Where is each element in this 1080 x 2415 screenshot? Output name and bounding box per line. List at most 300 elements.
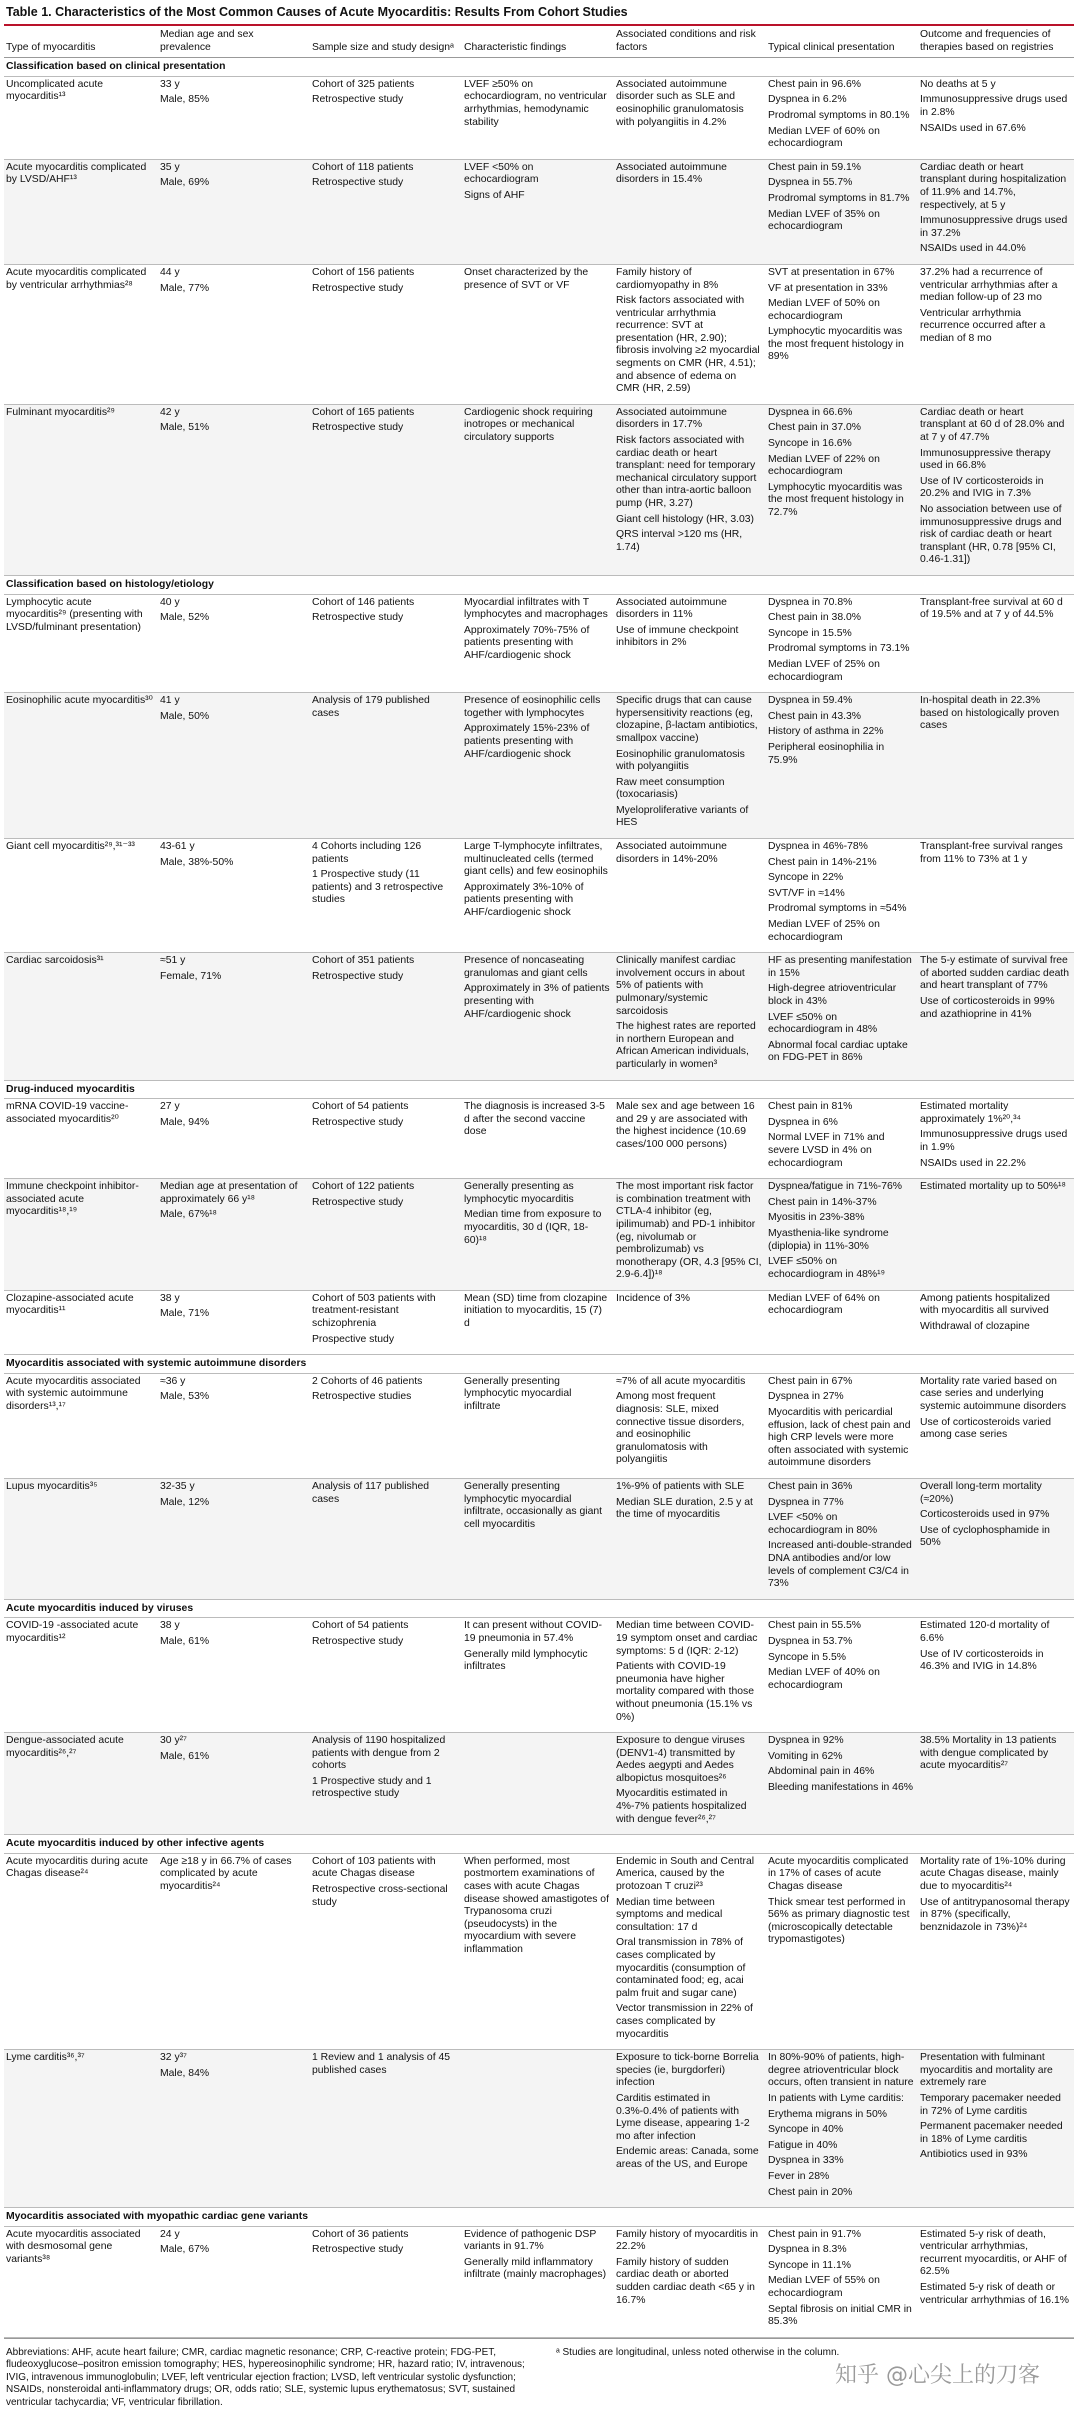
cell-line: Uncomplicated acute myocarditis¹³	[6, 78, 104, 103]
cell-line: NSAIDs used in 67.6%	[920, 122, 1026, 134]
header-outcome: Outcome and frequencies of therapies based on registries	[918, 26, 1074, 58]
cell-age-sex	[158, 1099, 310, 1179]
cell-line: Fatigue in 40%	[768, 2139, 838, 2151]
cell-line: Syncope in 5.5%	[768, 1651, 846, 1663]
cell-line: Cardiac death or heart transplant during hospitalization of 11.9% and 14.7%, respectively, at 5 y	[920, 161, 1067, 211]
cell-line: Male, 51%	[160, 422, 210, 434]
cell-line: Withdrawal of clozapine	[920, 1321, 1030, 1333]
study-design-note: ᵃ Studies are longitudinal, unless noted otherwise in the column.	[556, 2346, 840, 2358]
cell-presentation	[766, 1099, 918, 1179]
cell-line: Male, 53%	[160, 1391, 210, 1403]
cell-line: mRNA COVID-19 vaccine-associated myocarditis²⁰	[6, 1101, 129, 1125]
cell-line: 1 Prospective study and 1 retrospective study	[312, 1775, 432, 1800]
section-label: Classification based on histology/etiology	[4, 575, 1074, 594]
cell-findings	[462, 1099, 614, 1179]
cell-line: Risk factors associated with cardiac death or heart transplant: need for temporary mechanical circulatory support other than intra-aortic balloon pump (HR, 3.27)	[616, 435, 757, 509]
cell-line: Syncope in 22%	[768, 872, 844, 884]
cell-findings	[462, 2050, 614, 2208]
table-row	[4, 1373, 1074, 1478]
cell-outcome	[918, 404, 1074, 575]
table-row	[4, 693, 1074, 839]
cell-type	[4, 404, 158, 575]
section-header-row	[4, 2208, 1074, 2227]
cell-line: 27 y	[160, 1101, 180, 1113]
cell-presentation	[766, 404, 918, 575]
cell-line: Associated autoimmune disorders in 17.7%	[616, 406, 727, 431]
cell-line: Cardiogenic shock requiring inotropes or mechanical circulatory supports	[464, 406, 593, 444]
cell-line: Cardiac sarcoidosis³¹	[6, 955, 104, 967]
table-row	[4, 594, 1074, 693]
cell-line: Prodromal symptoms in 73.1%	[768, 643, 910, 655]
cell-age-sex	[158, 693, 310, 839]
cell-presentation	[766, 76, 918, 159]
cell-line: Acute myocarditis associated with desmosomal gene variants³⁸	[6, 2228, 141, 2265]
cell-line: Incidence of 3%	[616, 1292, 690, 1304]
cell-line: Ventricular arrhythmia recurrence occurred after a median of 8 mo	[920, 307, 1046, 344]
cell-line: Estimated mortality up to 50%¹⁸	[920, 1181, 1066, 1193]
cell-line: VF at presentation in 33%	[768, 282, 888, 294]
cell-findings	[462, 2226, 614, 2337]
cell-line: Temporary pacemaker needed in 72% of Lyme carditis	[920, 2092, 1061, 2117]
cell-line: Acute myocarditis complicated by LVSD/AHF¹³	[6, 161, 147, 186]
cell-sample-design	[310, 953, 462, 1080]
cell-line: Thick smear test performed in 56% as primary diagnostic test (microscopically detectable trypomastigotes)	[768, 1896, 910, 1946]
section-label: Drug-induced myocarditis	[4, 1080, 1074, 1099]
cell-type	[4, 159, 158, 264]
cell-line: Male, 38%-50%	[160, 856, 234, 868]
cell-line: Chest pain in 55.5%	[768, 1620, 861, 1632]
cell-presentation	[766, 159, 918, 264]
cell-line: Median LVEF of 55% on echocardiogram	[768, 2275, 880, 2300]
cell-line: Male, 52%	[160, 612, 210, 624]
cell-line: In patients with Lyme carditis:	[768, 2092, 904, 2104]
cell-line: Raw meet consumption (toxocariasis)	[616, 776, 725, 801]
cell-outcome	[918, 953, 1074, 1080]
cell-outcome	[918, 1479, 1074, 1600]
cell-line: Exposure to dengue viruses (DENV1-4) transmitted by Aedes aegypti and Aedes albopictus mosquitoes²⁶	[616, 1735, 745, 1784]
cell-presentation	[766, 1733, 918, 1835]
cell-line: Transplant-free survival at 60 d of 19.5% and at 7 y of 44.5%	[920, 596, 1063, 621]
cell-line: Acute myocarditis complicated in 17% of cases of acute Chagas disease	[768, 1855, 909, 1893]
cell-line: Abnormal focal cardiac uptake on FDG-PET in 86%	[768, 1039, 908, 1064]
cell-line: Lymphocytic acute myocarditis²⁹ (presenting with LVSD/fulminant presentation)	[6, 596, 143, 633]
cell-line: Oral transmission in 78% of cases complicated by myocarditis (consumption of contaminated food; eg, acai palm fruit and sugar cane)	[616, 1937, 746, 1999]
cell-line: Median time between COVID-19 symptom onset and cardiac symptoms: 5 d (IQR: 2-12)	[616, 1620, 758, 1657]
cell-line: Approximately 15%-23% of patients presenting with AHF/cardiogenic shock	[464, 723, 590, 760]
cell-line: Onset characterized by the presence of SVT or VF	[464, 266, 589, 291]
cell-line: Chest pain in 81%	[768, 1101, 853, 1113]
cell-line: Clozapine-associated acute myocarditis¹¹	[6, 1292, 134, 1317]
section-header-row	[4, 58, 1074, 77]
cell-conditions-risk	[614, 1618, 766, 1733]
cell-age-sex	[158, 839, 310, 953]
cell-line: Cohort of 54 patients	[312, 1620, 409, 1632]
cell-line: Male, 61%	[160, 1635, 210, 1647]
cell-findings	[462, 1479, 614, 1600]
cell-findings	[462, 1853, 614, 2049]
cell-line: Peripheral eosinophilia in 75.9%	[768, 741, 885, 766]
cell-line: Median LVEF of 22% on echocardiogram	[768, 453, 880, 478]
cell-line: Retrospective study	[312, 1116, 404, 1128]
cell-line: Family history of cardiomyopathy in 8%	[616, 266, 719, 291]
cell-line: ≈7% of all acute myocarditis	[616, 1375, 746, 1387]
section-label: Myocarditis associated with systemic autoimmune disorders	[4, 1355, 1074, 1374]
cell-line: Generally presenting lymphocytic myocardial infiltrate	[464, 1375, 572, 1413]
cell-findings	[462, 1373, 614, 1478]
cell-line: 1%-9% of patients with SLE	[616, 1481, 745, 1492]
cell-line: Eosinophilic granulomatosis with polyangiitis	[616, 748, 745, 773]
cell-presentation	[766, 2226, 918, 2337]
cell-findings	[462, 839, 614, 953]
cell-line: Cohort of 325 patients	[312, 78, 415, 90]
cell-outcome	[918, 2050, 1074, 2208]
cell-line: 42 y	[160, 406, 180, 418]
cell-line: Fever in 28%	[768, 2170, 830, 2182]
cell-type	[4, 1290, 158, 1354]
cell-sample-design	[310, 1290, 462, 1354]
cell-age-sex	[158, 1733, 310, 1835]
cell-outcome	[918, 1099, 1074, 1179]
cell-sample-design	[310, 1618, 462, 1733]
cell-line: Median LVEF of 60% on echocardiogram	[768, 125, 880, 150]
cell-sample-design	[310, 2226, 462, 2337]
cell-line: 44 y	[160, 266, 180, 278]
cell-line: Among patients hospitalized with myocarditis all survived	[920, 1292, 1050, 1317]
cell-line: Chest pain in 20%	[768, 2186, 853, 2198]
cell-line: Chest pain in 91.7%	[768, 2228, 861, 2240]
cell-line: Male, 94%	[160, 1116, 210, 1128]
table-row	[4, 76, 1074, 159]
cell-line: Transplant-free survival ranges from 11% to 73% at 1 y	[920, 841, 1063, 865]
cell-line: Age ≥18 y in 66.7% of cases complicated by acute myocarditis²⁴	[160, 1855, 292, 1893]
cell-line: Eosinophilic acute myocarditis³⁰	[6, 695, 153, 707]
cell-conditions-risk	[614, 264, 766, 404]
cell-line: Male, 67%¹⁸	[160, 1209, 217, 1221]
cell-line: Syncope in 11.1%	[768, 2259, 851, 2271]
cell-line: Chest pain in 37.0%	[768, 422, 861, 434]
header-age-sex: Median age and sex prevalence	[158, 26, 310, 58]
cell-presentation	[766, 594, 918, 693]
cell-line: Prodromal symptoms in ≈54%	[768, 903, 907, 915]
cell-line: Immunosuppressive drugs used in 2.8%	[920, 94, 1068, 118]
cell-line: Chest pain in 14%-21%	[768, 856, 877, 868]
cell-type	[4, 2226, 158, 2337]
cell-type	[4, 1733, 158, 1835]
cell-line: Giant cell myocarditis²⁹,³¹⁻³³	[6, 841, 135, 853]
cell-line: Median LVEF of 64% on echocardiogram	[768, 1292, 880, 1317]
cell-line: SVT/VF in ≈14%	[768, 887, 845, 899]
cell-conditions-risk	[614, 1853, 766, 2049]
cell-findings	[462, 264, 614, 404]
cell-line: Acute myocarditis complicated by ventricular arrhythmias²⁸	[6, 266, 147, 291]
cell-line: Myasthenia-like syndrome (diplopia) in 11%-30%	[768, 1227, 889, 1252]
cell-line: Male, 69%	[160, 177, 210, 189]
cell-sample-design	[310, 264, 462, 404]
cell-line: Cohort of 165 patients	[312, 406, 415, 418]
cell-line: 38.5% Mortality in 13 patients with dengue complicated by acute myocarditis²⁷	[920, 1735, 1057, 1772]
cell-sample-design	[310, 1733, 462, 1835]
cell-line: Syncope in 15.5%	[768, 627, 852, 639]
cell-line: Giant cell histology (HR, 3.03)	[616, 513, 755, 525]
watermark: 知乎 @心尖上的刀客	[835, 2363, 1040, 2388]
cell-line: Retrospective study	[312, 1196, 404, 1208]
cell-type	[4, 1853, 158, 2049]
cell-line: Permanent pacemaker needed in 18% of Lyme carditis	[920, 2121, 1063, 2145]
cell-conditions-risk	[614, 1099, 766, 1179]
cell-type	[4, 839, 158, 953]
cell-line: Use of IV corticosteroids in 46.3% and IVIG in 14.8%	[920, 1648, 1044, 1673]
cell-type	[4, 1479, 158, 1600]
cell-findings	[462, 1290, 614, 1354]
cell-line: Signs of AHF	[464, 189, 525, 201]
cell-findings	[462, 76, 614, 159]
cell-line: Generally presenting as lymphocytic myocarditis	[464, 1181, 574, 1205]
cell-line: Dyspnea in 66.6%	[768, 406, 853, 418]
cell-type	[4, 1618, 158, 1733]
cell-age-sex	[158, 159, 310, 264]
cell-line: Evidence of pathogenic DSP variants in 91.7%	[464, 2228, 597, 2253]
cell-line: Cohort of 122 patients	[312, 1181, 415, 1193]
cell-line: Retrospective study	[312, 282, 404, 294]
cell-line: ≈51 y	[160, 955, 186, 967]
cell-line: Presence of eosinophilic cells together with lymphocytes	[464, 695, 601, 719]
table-row	[4, 1290, 1074, 1354]
table-header-row	[4, 26, 1074, 58]
cell-outcome	[918, 693, 1074, 839]
table-row	[4, 159, 1074, 264]
cell-age-sex	[158, 1618, 310, 1733]
cell-line: Chest pain in 67%	[768, 1375, 853, 1387]
section-label: Classification based on clinical presentation	[4, 58, 1074, 77]
cell-line: Cohort of 351 patients	[312, 955, 415, 967]
cell-line: Cohort of 146 patients	[312, 596, 415, 608]
cell-age-sex	[158, 953, 310, 1080]
cell-line: Endemic areas: Canada, some areas of the US, and Europe	[616, 2146, 759, 2170]
cell-line: Presentation with fulminant myocarditis and mortality are extremely rare	[920, 2052, 1053, 2089]
cell-line: Prospective study	[312, 1333, 395, 1345]
section-header-row	[4, 1080, 1074, 1099]
characteristics-table	[4, 26, 1074, 2338]
cell-line: Use of corticosteroids in 99% and azathioprine in 41%	[920, 996, 1055, 1020]
cell-line: Retrospective study	[312, 970, 404, 982]
cell-line: Dyspnea in 59.4%	[768, 695, 853, 707]
cell-line: Male, 84%	[160, 2067, 210, 2079]
cell-line: Retrospective study	[312, 177, 404, 189]
cell-line: Specific drugs that can cause hypersensitivity reactions (eg, clozapine, β-lactam antibiotics, smallpox vaccine)	[616, 695, 758, 744]
cell-outcome	[918, 839, 1074, 953]
section-header-row	[4, 575, 1074, 594]
cell-findings	[462, 1618, 614, 1733]
cell-line: 33 y	[160, 78, 180, 90]
cell-line: Estimated 5-y risk of death, ventricular arrhythmias, recurrent myocarditis, or AHF of 62.5%	[920, 2228, 1067, 2278]
cell-line: Retrospective studies	[312, 1391, 412, 1403]
cell-conditions-risk	[614, 1373, 766, 1478]
cell-line: 38 y	[160, 1620, 180, 1632]
cell-conditions-risk	[614, 159, 766, 264]
cell-line: Dyspnea in 6%	[768, 1116, 838, 1128]
cell-age-sex	[158, 1853, 310, 2049]
cell-line: Associated autoimmune disorders in 11%	[616, 596, 727, 621]
cell-line: Risk factors associated with ventricular arrhythmia recurrence: SVT at presentation (HR, 2.90); fibrosis involving ≥2 myocardial segments on CMR (HR, 4.51); and absence of edema on CMR (HR, 2.59)	[616, 295, 760, 395]
cell-outcome	[918, 1373, 1074, 1478]
cell-line: Male, 50%	[160, 710, 210, 722]
cell-line: Bleeding manifestations in 46%	[768, 1781, 913, 1793]
cell-line: LVEF <50% on echocardiogram in 80%	[768, 1512, 878, 1536]
cell-age-sex	[158, 2226, 310, 2337]
section-label: Myocarditis associated with myopathic cardiac gene variants	[4, 2208, 1074, 2227]
cell-line: In-hospital death in 22.3% based on histologically proven cases	[920, 695, 1060, 732]
cell-findings	[462, 1179, 614, 1291]
cell-line: NSAIDs used in 44.0%	[920, 243, 1026, 255]
cell-line: Mortality rate varied based on case series and underlying systemic autoimmune disorders	[920, 1375, 1067, 1413]
cell-presentation	[766, 264, 918, 404]
cell-line: 43-61 y	[160, 841, 195, 853]
header-presentation: Typical clinical presentation	[766, 26, 918, 58]
cell-line: Erythema migrans in 50%	[768, 2108, 887, 2120]
cell-type	[4, 1373, 158, 1478]
cell-line: Male sex and age between 16 and 29 y are associated with the highest incidence (10.69 cases/100 000 persons)	[616, 1101, 755, 1150]
cell-presentation	[766, 1290, 918, 1354]
cell-conditions-risk	[614, 1290, 766, 1354]
cell-type	[4, 76, 158, 159]
cell-line: Cohort of 36 patients	[312, 2228, 409, 2240]
table-body	[4, 58, 1074, 2338]
cell-line: Male, 67%	[160, 2244, 210, 2256]
cell-line: Use of antitrypanosomal therapy in 87% (specifically, benznidazole in 73%)²⁴	[920, 1896, 1070, 1933]
cell-line: Among most frequent diagnosis: SLE, mixed connective tissue disorders, and eosinophilic granulomatosis with polyangiitis	[616, 1391, 745, 1466]
cell-line: Median LVEF of 25% on echocardiogram	[768, 658, 880, 683]
header-sample-design: Sample size and study designᵃ	[310, 26, 462, 58]
cell-line: High-degree atrioventricular block in 43%	[768, 983, 897, 1007]
cell-line: Analysis of 1190 hospitalized patients with dengue from 2 cohorts	[312, 1735, 446, 1772]
cell-line: Approximately 70%-75% of patients presenting with AHF/cardiogenic shock	[464, 624, 590, 661]
cell-line: Dyspnea in 27%	[768, 1391, 844, 1403]
cell-line: Male, 71%	[160, 1308, 210, 1320]
cell-line: Chest pain in 59.1%	[768, 161, 861, 173]
cell-line: Use of corticosteroids varied among case series	[920, 1416, 1052, 1441]
cell-line: Cohort of 118 patients	[312, 161, 414, 173]
cell-line: Lupus myocarditis³⁵	[6, 1481, 98, 1492]
cell-line: 40 y	[160, 596, 180, 608]
table-title: Table 1. Characteristics of the Most Common Causes of Acute Myocarditis: Results From Cohort Studies	[4, 3, 1074, 26]
cell-line: Cohort of 103 patients with acute Chagas disease	[312, 1855, 436, 1880]
cell-line: Generally mild inflammatory infiltrate (mainly macrophages)	[464, 2256, 607, 2281]
cell-conditions-risk	[614, 1179, 766, 1291]
cell-outcome	[918, 159, 1074, 264]
cell-line: ≈36 y	[160, 1375, 186, 1387]
cell-age-sex	[158, 264, 310, 404]
cell-line: HF as presenting manifestation in 15%	[768, 955, 912, 979]
cell-line: Syncope in 16.6%	[768, 438, 852, 450]
cell-line: Immunosuppressive drugs used in 1.9%	[920, 1129, 1068, 1153]
cell-conditions-risk	[614, 693, 766, 839]
cell-sample-design	[310, 404, 462, 575]
cell-presentation	[766, 1618, 918, 1733]
cell-line: 1 Review and 1 analysis of 45 published cases	[312, 2052, 451, 2076]
cell-line: Myocarditis estimated in 4%-7% patients hospitalized with dengue fever²⁶,²⁷	[616, 1788, 747, 1825]
cell-line: Mortality rate of 1%-10% during acute Chagas disease, mainly due to myocarditis²⁴	[920, 1855, 1066, 1893]
cell-line: Analysis of 179 published cases	[312, 695, 430, 719]
cell-line: Acute myocarditis associated with systemic autoimmune disorders¹³,¹⁷	[6, 1375, 141, 1413]
cell-line: Use of cyclophosphamide in 50%	[920, 1524, 1050, 1549]
cell-type	[4, 2050, 158, 2208]
cell-line: 4 Cohorts including 126 patients	[312, 841, 422, 865]
cell-line: Endemic in South and Central America, caused by the protozoan T cruzi²³	[616, 1855, 755, 1893]
cell-line: Median LVEF of 25% on echocardiogram	[768, 919, 880, 943]
cell-outcome	[918, 1853, 1074, 2049]
cell-line: Use of immune checkpoint inhibitors in 2%	[616, 624, 739, 649]
cell-line: Median LVEF of 40% on echocardiogram	[768, 1667, 880, 1691]
cell-conditions-risk	[614, 953, 766, 1080]
cell-line: Dyspnea in 46%-78%	[768, 841, 868, 853]
cell-line: Dyspnea in 70.8%	[768, 596, 853, 608]
cell-presentation	[766, 1373, 918, 1478]
cell-conditions-risk	[614, 404, 766, 575]
table-row	[4, 404, 1074, 575]
cell-line: Generally mild lymphocytic infiltrates	[464, 1648, 588, 1673]
cell-line: In 80%-90% of patients, high-degree atrioventricular block occurs, often transient in nature	[768, 2052, 914, 2089]
header-conditions-risk: Associated conditions and risk factors	[614, 26, 766, 58]
cell-line: Median time between symptoms and medical consultation: 17 d	[616, 1896, 723, 1933]
cell-line: NSAIDs used in 22.2%	[920, 1157, 1026, 1169]
cell-sample-design	[310, 159, 462, 264]
cell-line: Prodromal symptoms in 80.1%	[768, 109, 910, 121]
cell-sample-design	[310, 1179, 462, 1291]
cell-line: Chest pain in 43.3%	[768, 710, 861, 722]
cell-sample-design	[310, 1479, 462, 1600]
cell-line: Retrospective study	[312, 1635, 404, 1647]
table-row	[4, 264, 1074, 404]
cell-line: Dyspnea in 8.3%	[768, 2244, 847, 2256]
table-row	[4, 2050, 1074, 2208]
cell-line: Chest pain in 38.0%	[768, 612, 861, 624]
cell-line: Associated autoimmune disorder such as SLE and eosinophilic granulomatosis with polyangiitis in 4.2%	[616, 78, 744, 128]
cell-conditions-risk	[614, 76, 766, 159]
cell-line: Cohort of 156 patients	[312, 266, 415, 278]
cell-line: Median time from exposure to myocarditis, 30 d (IQR, 18-60)¹⁸	[464, 1209, 602, 1246]
cell-age-sex	[158, 1373, 310, 1478]
cell-line: Chest pain in 96.6%	[768, 78, 861, 90]
cell-line: Presence of noncaseating granulomas and giant cells	[464, 955, 588, 979]
section-header-row	[4, 1599, 1074, 1618]
cell-line: Dyspnea/fatigue in 71%-76%	[768, 1181, 903, 1193]
cell-age-sex	[158, 1479, 310, 1600]
cell-presentation	[766, 2050, 918, 2208]
section-label: Acute myocarditis induced by other infective agents	[4, 1835, 1074, 1854]
cell-line: LVEF ≥50% on echocardiogram, no ventricular arrhythmias, hemodynamic stability	[464, 78, 607, 128]
cell-age-sex	[158, 76, 310, 159]
cell-line: Patients with COVID-19 pneumonia have higher mortality compared with those without pneumonia (15.1% vs 0%)	[616, 1661, 755, 1723]
cell-line: Dyspnea in 53.7%	[768, 1635, 853, 1647]
cell-age-sex	[158, 1179, 310, 1291]
cell-line: Myocarditis with pericardial effusion, lack of chest pain and high CRP levels were more often associated with systemic autoimmune disorders	[768, 1407, 911, 1469]
cell-line: Associated autoimmune disorders in 15.4%	[616, 161, 727, 186]
cell-line: Cohort of 54 patients	[312, 1101, 409, 1113]
header-type: Type of myocarditis	[4, 26, 158, 58]
table-row	[4, 2226, 1074, 2337]
cell-line: COVID-19 -associated acute myocarditis¹²	[6, 1620, 139, 1644]
table-row	[4, 839, 1074, 953]
cell-conditions-risk	[614, 594, 766, 693]
cell-line: Male, 77%	[160, 282, 210, 294]
cell-line: Exposure to tick-borne Borrelia species (ie, burgdorferi) infection	[616, 2052, 759, 2089]
cell-line: Associated autoimmune disorders in 14%-20%	[616, 841, 727, 865]
table-row	[4, 953, 1074, 1080]
cell-line: 41 y	[160, 695, 180, 707]
cell-line: Vector transmission in 22% of cases complicated by myocarditis	[616, 2003, 753, 2040]
cell-presentation	[766, 1853, 918, 2049]
cell-line: Lymphocytic myocarditis was the most frequent histology in 89%	[768, 326, 904, 363]
